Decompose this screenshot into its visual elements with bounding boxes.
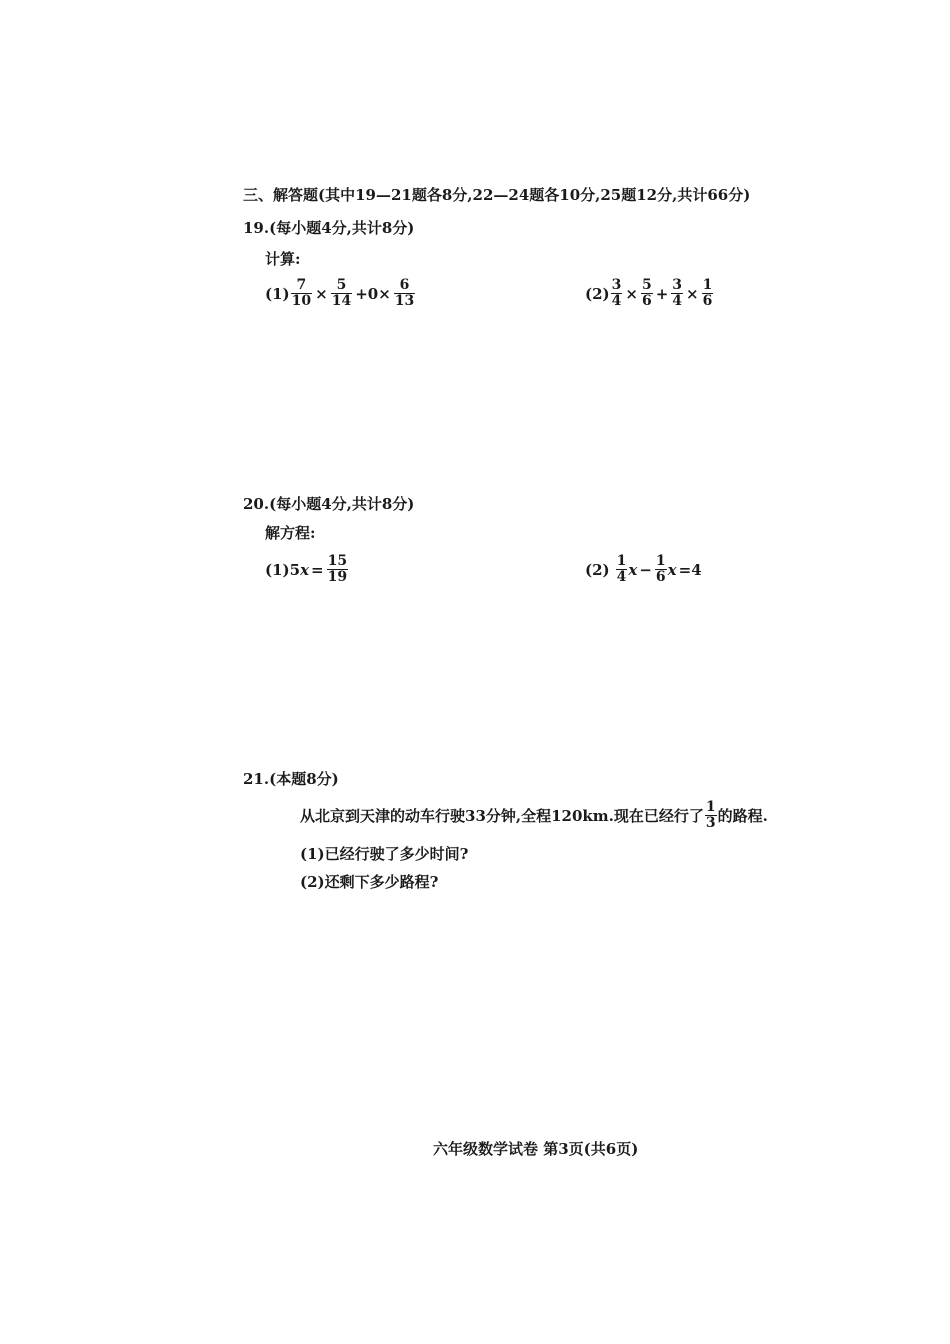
operator: × — [686, 284, 699, 303]
q21-subquestion-1: (1)已经行驶了多少时间? — [300, 845, 469, 863]
operator: − — [639, 560, 652, 579]
fraction: $\frac{5}{14}$ — [331, 277, 352, 309]
variable-x: x — [628, 560, 638, 579]
operator: =4 — [678, 560, 702, 579]
fraction: $\frac{3}{4}$ — [672, 277, 683, 309]
fraction: $\frac{1}{3}$ — [705, 799, 716, 831]
variable-x: x — [300, 560, 310, 579]
q19-header: 19.(每小题4分,共计8分) — [243, 219, 415, 237]
fraction: $\frac{1}{4}$ — [616, 553, 627, 585]
page-footer: 六年级数学试卷 第3页(共6页) — [433, 1140, 639, 1158]
q20-part1 — [265, 554, 349, 585]
q21-text-after: 的路程. — [717, 807, 768, 825]
q21-problem-text — [300, 800, 768, 831]
operator: × — [625, 284, 638, 303]
q19-part2-label: (2) — [585, 284, 610, 303]
q20-instruction: 解方程: — [265, 524, 316, 542]
q20-part2 — [585, 554, 704, 585]
fraction: $\frac{1}{6}$ — [655, 553, 666, 585]
fraction: $\frac{7}{10}$ — [291, 277, 312, 309]
q19-part2 — [585, 278, 714, 309]
q19-part1-label: (1) — [265, 284, 290, 303]
variable-x: x — [667, 560, 677, 579]
operator: + — [655, 284, 669, 303]
q20-header: 20.(每小题4分,共计8分) — [243, 495, 415, 513]
fraction: $\frac{6}{13}$ — [394, 277, 415, 309]
q21-header: 21.(本题8分) — [243, 770, 339, 788]
q19-instruction: 计算: — [265, 250, 301, 268]
fraction: $\frac{15}{19}$ — [327, 553, 348, 585]
q21-text-before: 从北京到天津的动车行驶33分钟,全程120km.现在已经行了 — [300, 807, 704, 825]
operator: × — [315, 284, 328, 303]
fraction: $\frac{5}{6}$ — [641, 277, 652, 309]
fraction: $\frac{1}{6}$ — [702, 277, 713, 309]
q19-part1 — [265, 278, 416, 309]
q20-part2-label: (2) — [585, 560, 610, 579]
operator: = — [311, 560, 324, 579]
operator: +0× — [355, 284, 391, 303]
q20-part1-label: (1)5 — [265, 560, 301, 579]
fraction: $\frac{3}{4}$ — [611, 277, 622, 309]
q21-subquestion-2: (2)还剩下多少路程? — [300, 873, 439, 891]
section-heading: 三、解答题(其中19—21题各8分,22—24题各10分,25题12分,共计66分) — [243, 186, 751, 204]
